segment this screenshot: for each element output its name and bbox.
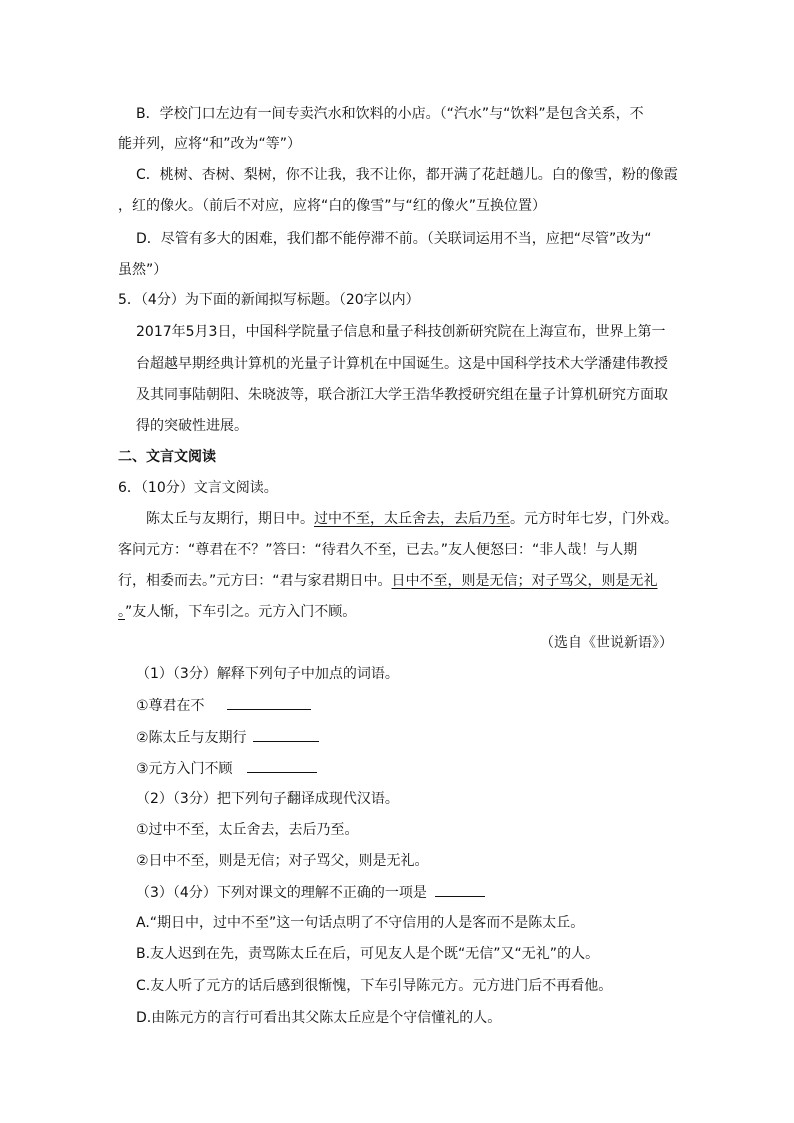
sub2-header: （2）（3分）把下列句子翻译成现代汉语。 xyxy=(136,791,399,807)
sub1-item-text: ①尊君在不 xyxy=(136,698,205,714)
sub1-item1 xyxy=(136,695,311,716)
passage-line1 xyxy=(146,509,678,529)
q5-header: 5．（4分）为下面的新闻拟写标题。（20字以内） xyxy=(118,292,420,308)
q4-option-b-line1: B．学校门口左边有一间专卖汽水和饮料的小店。（“汽水”与“饮料”是包含关系，不 xyxy=(136,106,644,122)
sub1-header: （1）（3分）解释下列句子中加点的词语。 xyxy=(136,666,399,682)
sub1-item2 xyxy=(136,727,319,748)
passage-text: 。元方时年七岁，门外戏。 xyxy=(510,511,678,527)
answer-blank[interactable] xyxy=(227,695,311,710)
q5-body-line4: 得的突破性进展。 xyxy=(136,418,248,434)
sub3-option-b: B.友人迟到在先，责骂陈太丘在后，可见友人是个既“无信”又“无礼”的人。 xyxy=(136,946,600,962)
passage-underlined-sentence: 过中不至，太丘舍去，去后乃至 xyxy=(314,511,510,527)
section-title: 二、文言文阅读 xyxy=(118,449,216,465)
q4-option-d-line1: D．尽管有多大的困难，我们都不能停滞不前。（关联词运用不当，应把“尽管”改为“ xyxy=(136,231,652,247)
passage-underlined-sentence: 。 xyxy=(118,604,125,620)
passage-line2: 客问元方：“尊君在不？”答曰：“待君久不至，已去。”友人便怒曰：“非人哉！与人期 xyxy=(118,542,638,558)
sub1-item3 xyxy=(136,758,317,779)
answer-blank[interactable] xyxy=(247,758,317,773)
q5-body-line3: 及其同事陆朝阳、朱晓波等，联合浙江大学王浩华教授研究组在量子计算机研究方面取 xyxy=(136,387,668,403)
passage-line4 xyxy=(118,602,356,622)
sub3-header xyxy=(136,882,485,903)
q4-option-b-line2: 能并列，应将“和”改为“等”） xyxy=(118,136,302,152)
passage-underlined-sentence: 日中不至，则是无信；对子骂父，则是无礼 xyxy=(391,573,658,589)
q5-body-line2: 台超越早期经典计算机的光量子计算机在中国诞生。这是中国科学技术大学潘建伟教授 xyxy=(136,356,668,372)
answer-blank[interactable] xyxy=(253,727,319,742)
answer-blank[interactable] xyxy=(435,882,485,897)
sub2-item2: ②日中不至，则是无信；对子骂父，则是无礼。 xyxy=(136,853,429,869)
q5-body-line1: 2017年5月3日，中国科学院量子信息和量子科技创新研究院在上海宣布，世界上第一 xyxy=(136,324,666,340)
q4-option-c-line2: ，红的像火。（前后不对应，应将“白的像雪”与“红的像火”互换位置） xyxy=(118,198,547,214)
passage-source: （选自《世说新语》） xyxy=(540,635,673,651)
passage-text: 行，相委而去。”元方曰：“君与家君期日中。 xyxy=(118,573,392,589)
sub1-item-text: ②陈太丘与友期行 xyxy=(136,730,247,746)
sub2-item1: ①过中不至，太丘舍去，去后乃至。 xyxy=(136,822,359,838)
sub3-option-a: A.“期日中，过中不至”这一句话点明了不守信用的人是客而不是陈太丘。 xyxy=(136,915,585,931)
passage-text: ”友人惭，下车引之。元方入门不顾。 xyxy=(125,604,357,620)
passage-line3 xyxy=(118,571,658,591)
sub1-item-text: ③元方入门不顾 xyxy=(136,761,233,777)
passage-text: 陈太丘与友期行，期日中。 xyxy=(146,511,314,527)
q4-option-c-line1: C．桃树、杏树、梨树，你不让我，我不让你，都开满了花赶趟儿。白的像雪，粉的像霞 xyxy=(136,167,678,183)
sub3-option-c: C.友人听了元方的话后感到很惭愧，下车引导陈元方。元方进门后不再看他。 xyxy=(136,978,613,994)
q6-header: 6．（10分）文言文阅读。 xyxy=(118,480,278,496)
sub3-header-text: （3）（4分）下列对课文的理解不正确的一项是 xyxy=(136,885,427,901)
sub3-option-d: D.由陈元方的言行可看出其父陈太丘应是个守信懂礼的人。 xyxy=(136,1010,502,1026)
q4-option-d-line2: 虽然”） xyxy=(118,262,168,278)
